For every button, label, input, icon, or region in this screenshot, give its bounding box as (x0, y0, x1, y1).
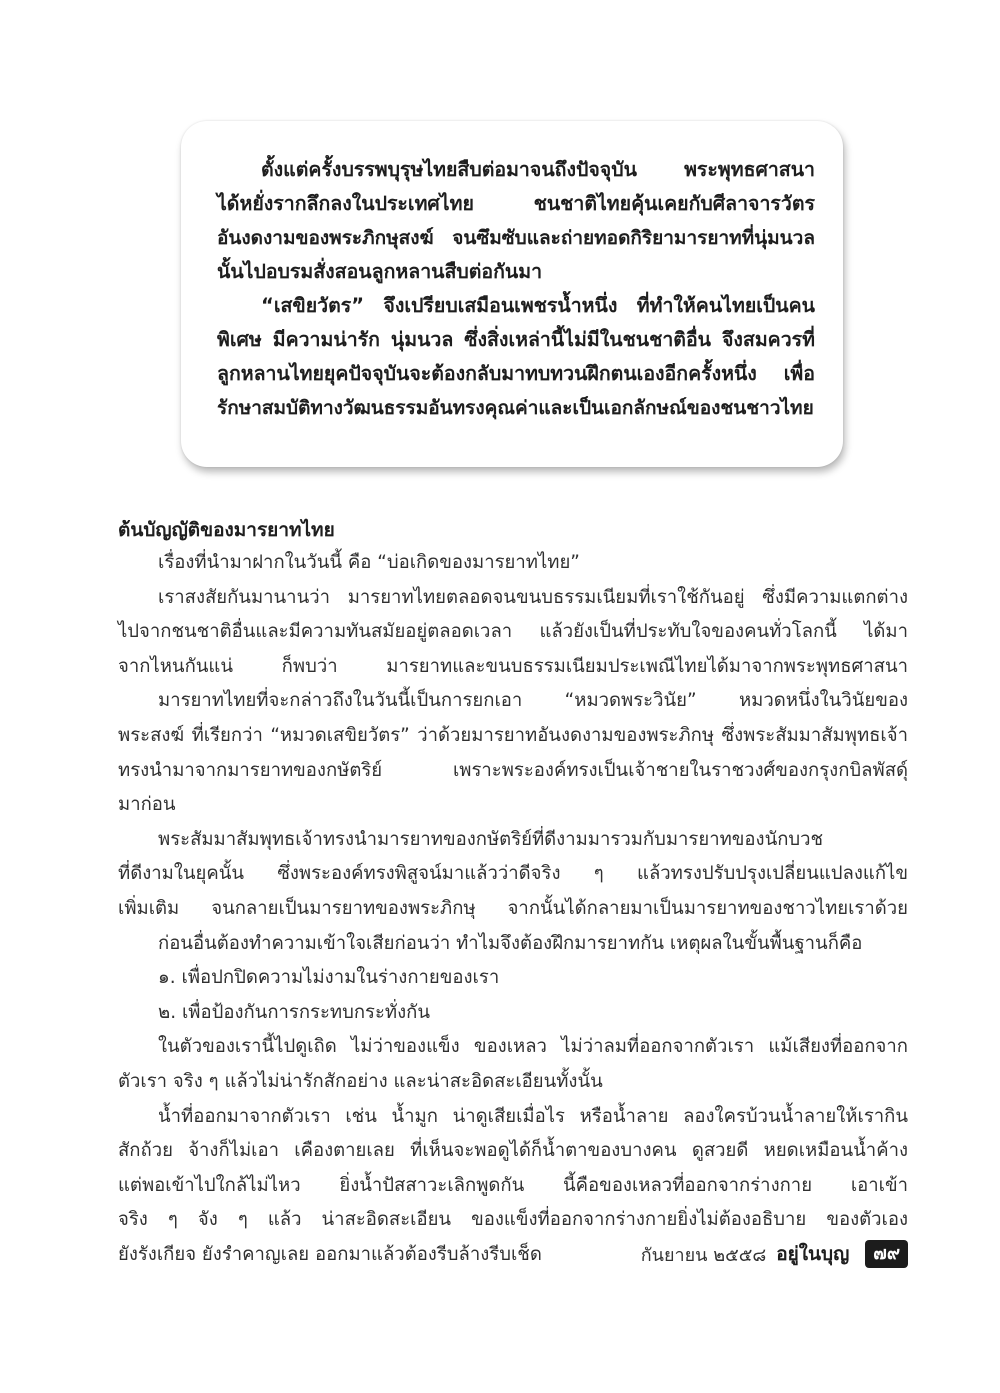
section-heading: ต้นบัญญัติของมารยาทไทย (118, 519, 335, 541)
paragraph (118, 927, 908, 962)
callout-line: นั้นไปอบรมสั่งสอนลูกหลานสืบต่อกันมา (217, 260, 543, 283)
callout-box (181, 121, 843, 467)
text-line: เราสงสัยกันมานานว่า มารยาทไทยตลอดจนขนบธรรมเนียมที่เราใช้กันอยู่ ซึ่งมีความแตกต่าง (158, 586, 908, 608)
text-line: น้ำที่ออกมาจากตัวเรา เช่น น้ำมูก น่าดูเสียเมื่อไร หรือน้ำลาย ลองใครบ้วนน้ำลายให้เรากิน (158, 1105, 908, 1127)
text-line: ไปจากชนชาติอื่นและมีความทันสมัยอยู่ตลอดเวลา แล้วยังเป็นที่ประทับใจของคนทั่วโลกนี้ ได้มา (118, 621, 908, 643)
text-line: ๒. เพื่อป้องกันการกระทบกระทั่งกัน (158, 1001, 431, 1023)
text-line: พระสงฆ์ ที่เรียกว่า “หมวดเสขิยวัตร” ว่าด้วยมารยาทอันงดงามของพระภิกษุ ซึ่งพระสัมมาสัมพุทธเจ้า (118, 724, 908, 746)
text-line: ยังรังเกียจ ยังรำคาญเลย ออกมาแล้วต้องรีบล้างรีบเช็ด (118, 1243, 542, 1265)
text-line: ๑. เพื่อปกปิดความไม่งามในร่างกายของเรา (158, 967, 500, 989)
callout-line: อันงดงามของพระภิกษุสงฆ์ จนซึมซับและถ่ายทอดกิริยามารยาทที่นุ่มนวล (217, 227, 815, 249)
text-line: ที่ดีงามในยุคนั้น ซึ่งพระองค์ทรงพิสูจน์มาแล้วว่าดีจริง ๆ แล้วทรงปรับปรุงเปลี่ยนแปลงแก้ไข (118, 863, 908, 885)
text-line: จากไหนกันแน่ ก็พบว่า มารยาทและขนบธรรมเนียมประเพณีไทยได้มาจากพระพุทธศาสนา (118, 655, 908, 677)
text-line: จริง ๆ จัง ๆ แล้ว น่าสะอิดสะเอียน ของแข็งที่ออกจากร่างกายยิ่งไม่ต้องอธิบาย ของตัวเอง (118, 1209, 908, 1231)
callout-line: ตั้งแต่ครั้งบรรพบุรุษไทยสืบต่อมาจนถึงปัจจุบัน พระพุทธศาสนา (261, 158, 815, 181)
issue-date: กันยายน ๒๕๕๘ (640, 1244, 767, 1266)
article-body (118, 514, 908, 1272)
callout-line: ลูกหลานไทยยุคปัจจุบันจะต้องกลับมาทบทวนฝึกตนเองอีกครั้งหนึ่ง เพื่อ (217, 362, 815, 385)
magazine-name: อยู่ในบุญ (776, 1243, 850, 1265)
callout-line: พิเศษ มีความน่ารัก นุ่มนวล ซึ่งสิ่งเหล่านี้ไม่มีในชนชาติอื่น จึงสมควรที่ (217, 328, 815, 351)
text-line: ในตัวของเรานี้ไปดูเถิด ไม่ว่าของแข็ง ของเหลว ไม่ว่าลมที่ออกจากตัวเรา แม้เสียงที่ออกจาก (158, 1036, 908, 1058)
page-footer (641, 1237, 908, 1271)
list-item (118, 996, 908, 1031)
text-line: มารยาทไทยที่จะกล่าวถึงในวันนี้เป็นการยกเอา “หมวดพระวินัย” หมวดหนึ่งในวินัยของ (158, 690, 908, 712)
text-line: เรื่องที่นำมาฝากในวันนี้ คือ “บ่อเกิดของมารยาทไทย” (158, 552, 580, 573)
text-line: ทรงนำมาจากมารยาทของกษัตริย์ เพราะพระองค์ทรงเป็นเจ้าชายในราชวงศ์ของกรุงกบิลพัสดุ์ (118, 759, 908, 781)
paragraph (118, 1030, 908, 1099)
paragraph (118, 546, 908, 581)
text-line: ก่อนอื่นต้องทำความเข้าใจเสียก่อนว่า ทำไมจึงต้องฝึกมารยาทกัน เหตุผลในขั้นพื้นฐานก็คือ (158, 932, 863, 954)
callout-paragraph-1 (217, 153, 815, 289)
text-line: มาก่อน (118, 794, 176, 816)
text-line: ตัวเรา จริง ๆ แล้วไม่น่ารักสักอย่าง และน่าสะอิดสะเอียนทั้งนั้น (118, 1070, 603, 1092)
text-line: แต่พอเข้าไปใกล้ไม่ไหว ยิ่งน้ำปัสสาวะเลิกพูดกัน นี้คือของเหลวที่ออกจากร่างกาย เอาเข้า (118, 1174, 908, 1196)
callout-line: “เสขิยวัตร” จึงเปรียบเสมือนเพชรน้ำหนึ่ง ที่ทำให้คนไทยเป็นคน (261, 294, 815, 317)
paragraph (118, 684, 908, 822)
text-line: พระสัมมาสัมพุทธเจ้าทรงนำมารยาทของกษัตริย์ที่ดีงามมารวมกับมารยาทของนักบวช (158, 828, 824, 850)
text-line: เพิ่มเติม จนกลายเป็นมารยาทของพระภิกษุ จากนั้นได้กลายมาเป็นมารยาทของชาวไทยเราด้วย (118, 897, 908, 919)
paragraph (118, 581, 908, 685)
callout-line: รักษาสมบัติทางวัฒนธรรมอันทรงคุณค่าและเป็นเอกลักษณ์ของชนชาวไทย (217, 397, 814, 419)
callout-paragraph-2 (217, 289, 815, 425)
callout-line: ได้หยั่งรากลึกลงในประเทศไทย ชนชาติไทยคุ้นเคยกับศีลาจารวัตร (217, 192, 815, 215)
paragraph (118, 823, 908, 927)
list-item (118, 961, 908, 996)
text-line: สักถ้วย จ้างก็ไม่เอา เคืองตายเลย ที่เห็นจะพอดูได้ก็น้ำตาของบางคน ดูสวยดี หยดเหมือนน้ำค้าง (118, 1140, 908, 1162)
page-number: ๗๙ (865, 1240, 908, 1268)
